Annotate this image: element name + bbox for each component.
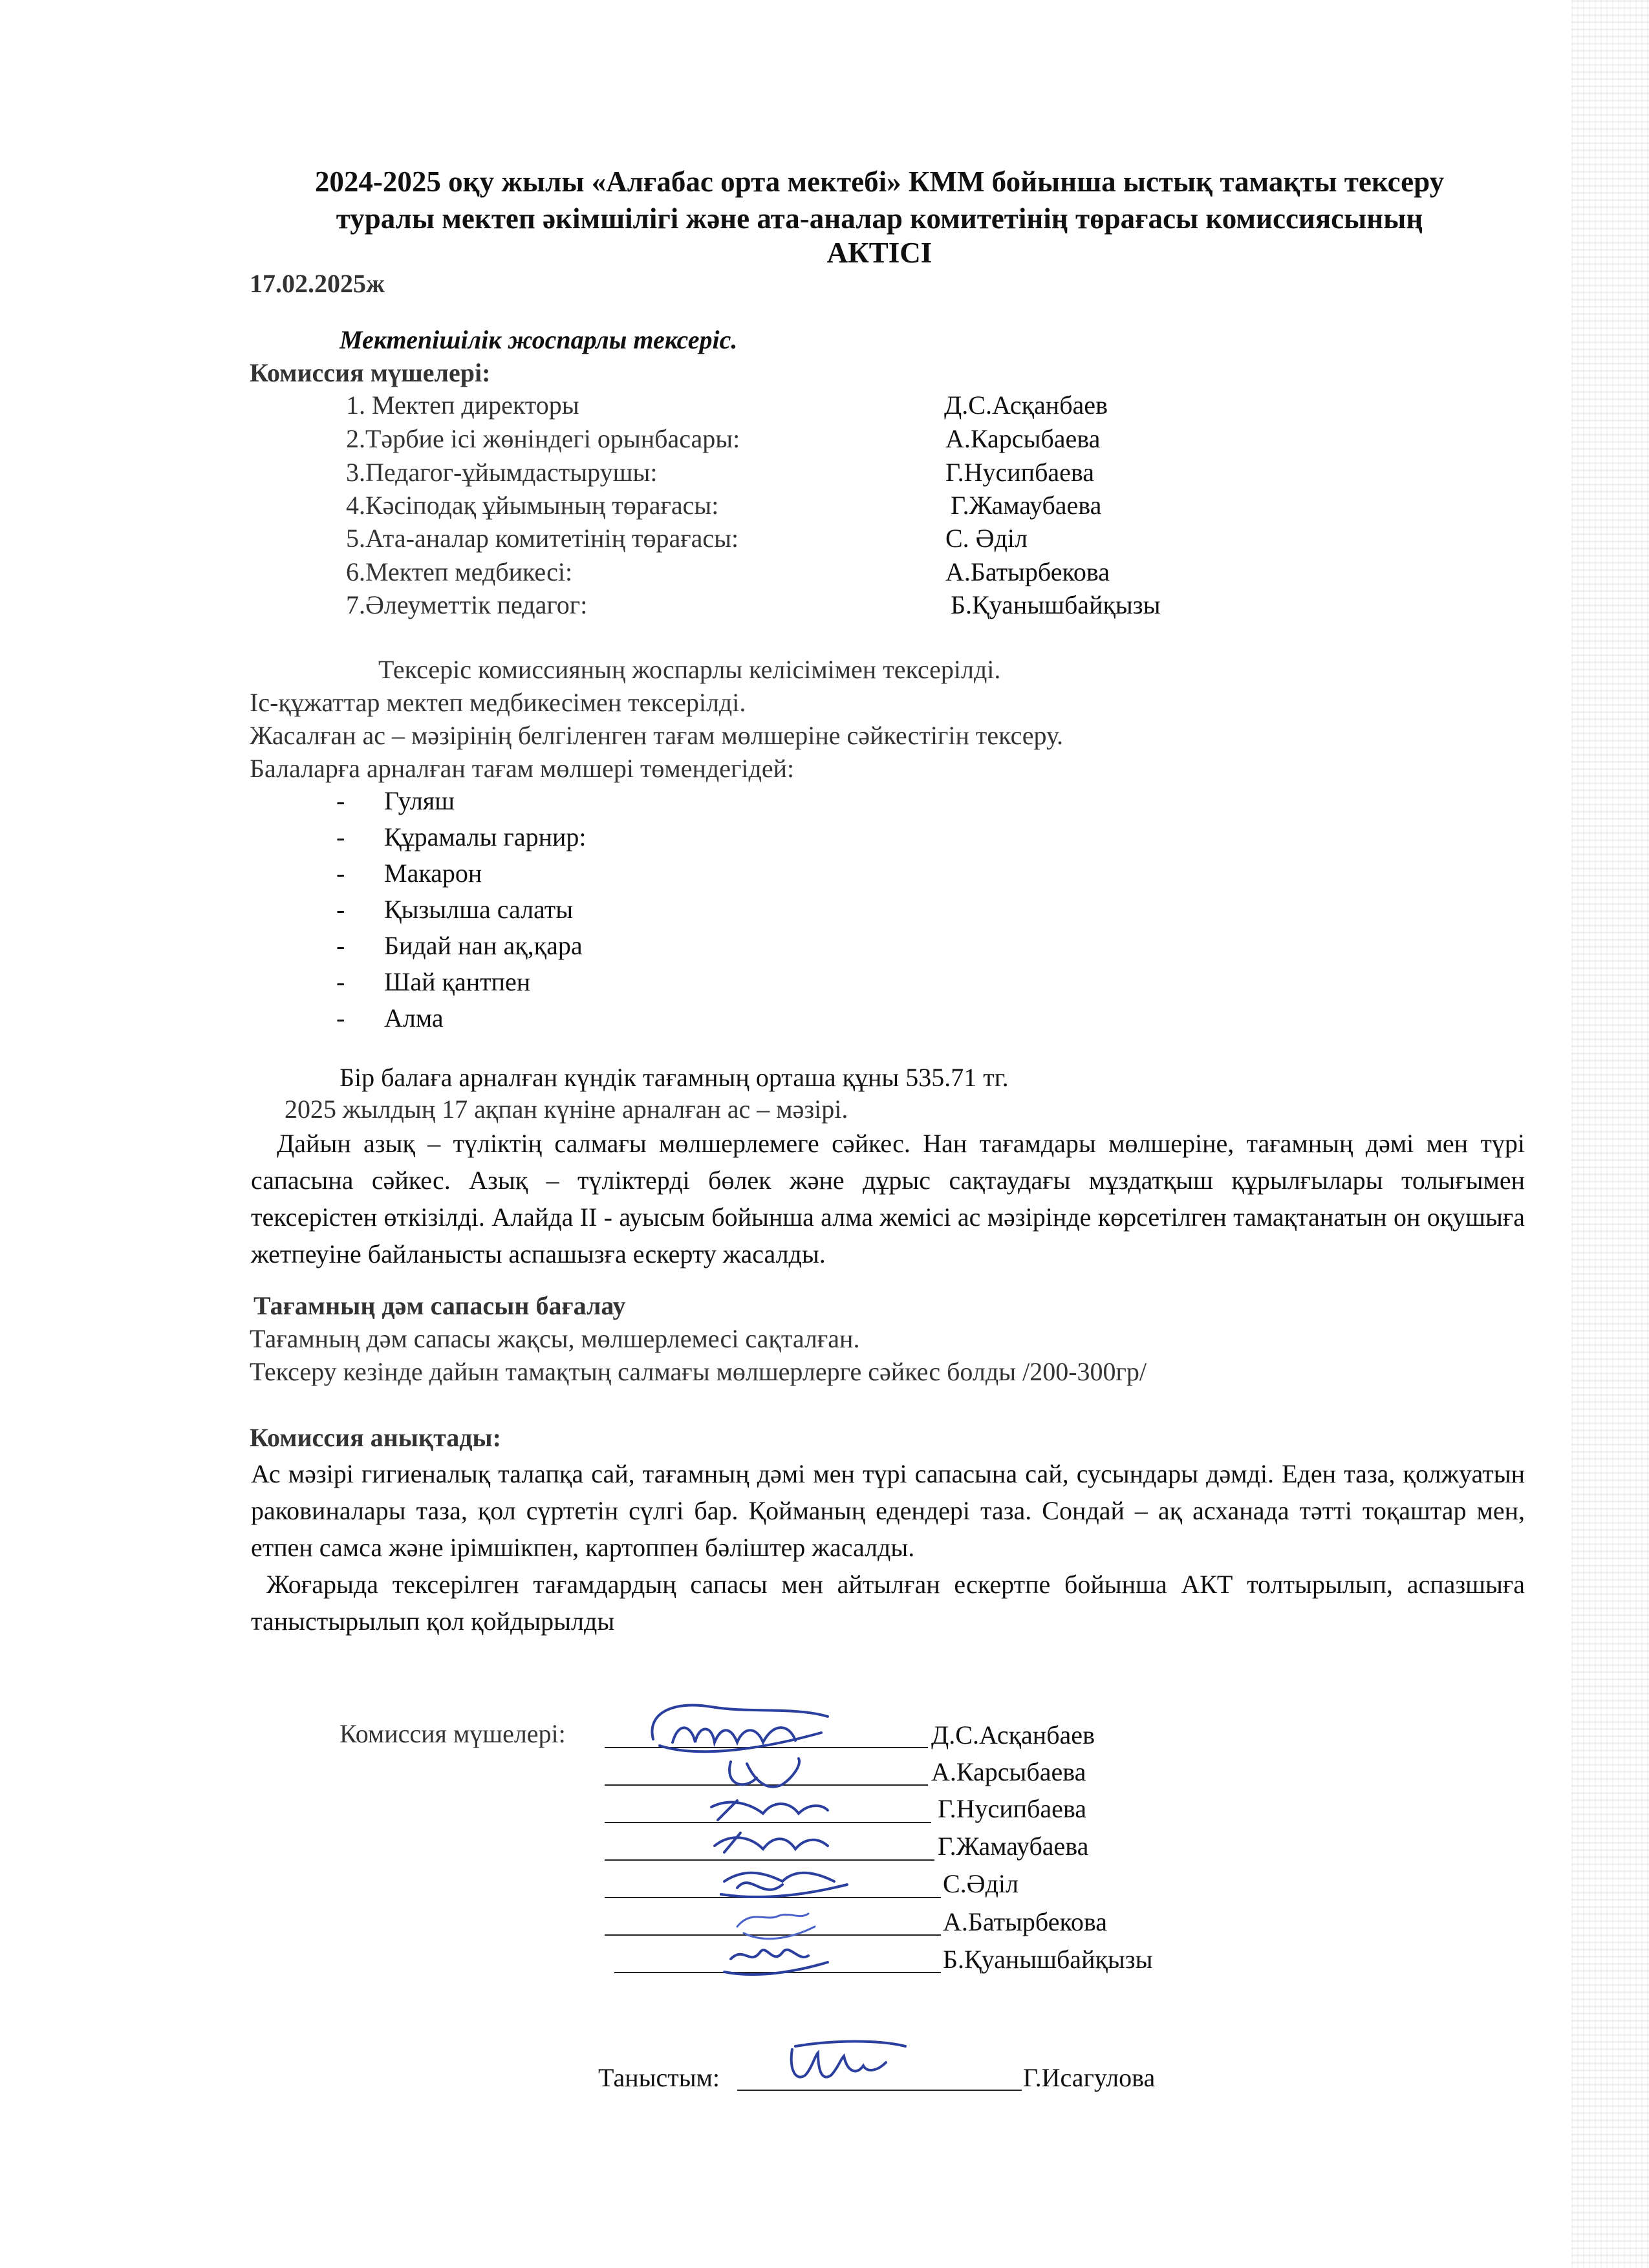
menu-item: Қызылша салаты <box>384 895 574 924</box>
bullet-dash: - <box>336 859 345 888</box>
member-name: Б.Қуанышбайқызы <box>951 590 1161 619</box>
menu-item: Құрамалы гарнир: <box>384 822 587 851</box>
menu-item: Бидай нан ақ,қара <box>384 931 583 960</box>
member-role: 3.Педагог-ұйымдастырушы: <box>346 458 658 487</box>
signature-name: Г.Нусипбаева <box>938 1794 1087 1823</box>
scan-edge-noise <box>1571 0 1649 2268</box>
intro-line: Тексеріс комиссияның жоспарлы келісімімен тексерілді. <box>378 655 1001 684</box>
member-name: С. Әділ <box>945 524 1028 553</box>
signature-name: С.Әділ <box>943 1869 1018 1898</box>
acquainted-signature <box>782 2037 912 2095</box>
check-type: Мектепішілік жоспарлы тексеріс. <box>339 325 738 354</box>
signature-name: А.Карсыбаева <box>931 1757 1086 1786</box>
member-name: Г.Жамаубаева <box>951 491 1102 520</box>
title-line-1: 2024-2025 оқу жылы «Алғабас орта мектебі» КММ бойынша ыстық тамақты тексеру <box>314 166 1445 198</box>
cost-line: Бір балаға арналған күндік тағамның орташа құны 535.71 тг. <box>339 1063 1009 1092</box>
bullet-dash: - <box>336 1003 345 1032</box>
signature-name: Б.Қуанышбайқызы <box>943 1945 1153 1974</box>
member-role: 7.Әлеуметтік педагог: <box>346 590 588 619</box>
members-heading: Комиссия мүшелері: <box>250 358 491 387</box>
bullet-dash: - <box>336 786 345 815</box>
taste-heading: Тағамның дәм сапасын бағалау <box>253 1291 626 1320</box>
member-name: Г.Нусипбаева <box>945 458 1095 487</box>
signature-name: А.Батырбекова <box>943 1907 1108 1936</box>
menu-date-line: 2025 жылдың 17 ақпан күніне арналған ас – мәзірі. <box>285 1095 848 1124</box>
member-name: Д.С.Асқанбаев <box>944 390 1108 420</box>
menu-item: Алма <box>384 1003 444 1032</box>
taste-line: Тексеру кезінде дайын тамақтың салмағы мөлшерлерге сәйкес болды /200-300гр/ <box>250 1357 1147 1386</box>
member-role: 1. Мектеп директоры <box>346 390 579 420</box>
determined-paragraph: Ас мәзірі гигиеналық талапқа сай, тағамның дәмі мен түрі сапасына сай, сусындары дәмді. Еден таза, қолжуатын раковиналары таза, қол сүртетін сүлгі бар. Қойманың едендері таза. Сондай – ақ асханада тәтті тоқаштар мен, етпен самса және ірімшікпен, картоппен бәліштер жасалды. <box>251 1459 1525 1562</box>
determined-heading: Комиссия анықтады: <box>250 1423 501 1452</box>
title-line-3: АКТІСІ <box>826 237 932 269</box>
findings-paragraph: Дайын азық – түліктің салмағы мөлшерлемеге сәйкес. Нан тағамдары мөлшеріне, тағамның дәмі мен түрі сапасына сәйкес. Азық – түліктерді бөлек және дұрыс сақтаудағы мұздатқыш құрылғылары толығымен тексерістен өткізілді. Алайда ІІ - ауысым бойынша алма жемісі ас мәзірінде көрсетілген тамақтанатын он оқушыға жетпеуіне байланысты аспашызға ескерту жасалды. <box>251 1129 1525 1268</box>
bullet-dash: - <box>336 895 345 924</box>
signature-name: Г.Жамаубаева <box>938 1832 1089 1861</box>
closing-paragraph: Жоғарыда тексерілген тағамдардың сапасы мен айтылған ескертпе бойынша АКТ толтырылып, аспазшыға таныстырылып қол қойдырылды <box>251 1570 1525 1636</box>
bullet-dash: - <box>336 967 345 996</box>
member-name: А.Батырбекова <box>945 557 1110 586</box>
taste-line: Тағамның дәм сапасы жақсы, мөлшерлемесі сақталған. <box>250 1324 860 1353</box>
menu-item: Гуляш <box>384 786 455 815</box>
handwritten-signatures <box>634 1687 854 1985</box>
bullet-dash: - <box>336 931 345 960</box>
intro-line: Іс-құжаттар мектеп медбикесімен тексерілді. <box>250 688 746 717</box>
menu-item: Шай қантпен <box>384 967 531 996</box>
member-role: 5.Ата-аналар комитетінің төрағасы: <box>346 524 739 553</box>
member-role: 4.Кәсіподақ ұйымының төрағасы: <box>346 491 719 520</box>
intro-line: Жасалған ас – мәзірінің белгіленген тағам мөлшеріне сәйкестігін тексеру. <box>250 721 1064 750</box>
signature-name: Д.С.Асқанбаев <box>931 1720 1095 1749</box>
acquainted-name: Г.Исагулова <box>1023 2063 1156 2092</box>
member-role: 6.Мектеп медбикесі: <box>346 557 573 586</box>
bullet-dash: - <box>336 822 345 851</box>
document-date: 17.02.2025ж <box>250 269 385 298</box>
menu-item: Макарон <box>384 859 482 888</box>
acquainted-label: Таныстым: <box>598 2063 720 2092</box>
member-role: 2.Тәрбие ісі жөніндегі орынбасары: <box>346 424 740 453</box>
signatures-label: Комиссия мүшелері: <box>339 1719 566 1748</box>
intro-line: Балаларға арналған тағам мөлшері төмендегідей: <box>250 754 795 783</box>
member-name: А.Карсыбаева <box>945 424 1101 453</box>
title-line-2: туралы мектеп әкімшілігі және ата-аналар комитетінің төрағасы комиссиясының <box>336 202 1423 235</box>
